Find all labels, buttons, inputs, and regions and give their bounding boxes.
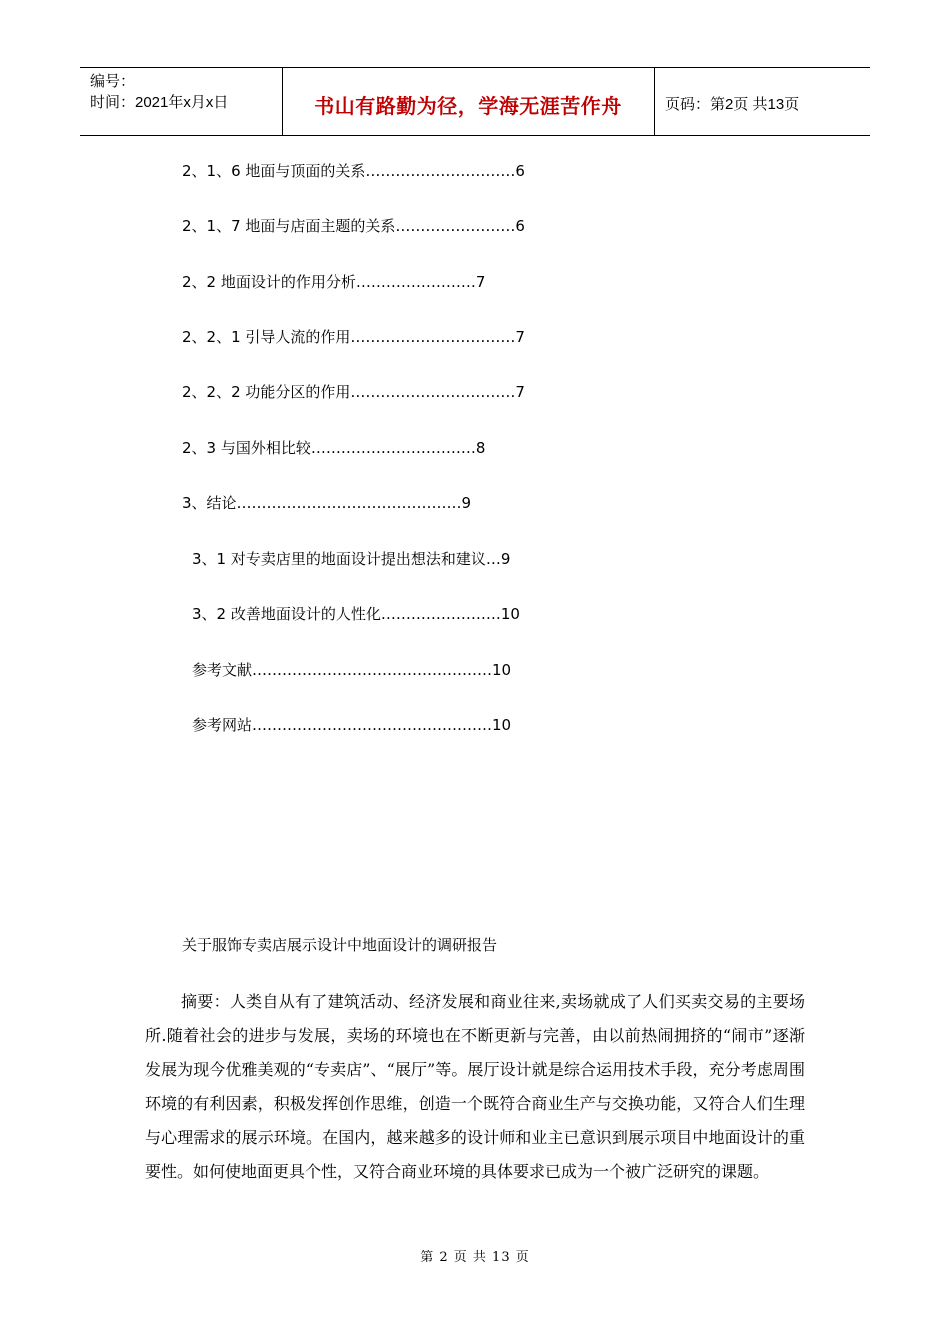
document-title: 关于服饰专卖店展示设计中地面设计的调研报告 [182,936,498,954]
toc-entry: 2、2 地面设计的作用分析……………………7 [182,273,486,291]
toc-entry: 3、2 改善地面设计的人性化……………………10 [192,605,520,623]
toc-entry: 3、1 对专卖店里的地面设计提出想法和建议…9 [192,550,511,568]
toc-entry: 2、1、7 地面与店面主题的关系……………………6 [182,217,525,235]
document-header [80,67,870,136]
toc-entry: 2、2、1 引导人流的作用……………………………7 [182,328,525,346]
toc-entry: 参考网站…………………………………………10 [192,716,512,734]
header-page-label: 页码：第2页 共13页 [665,96,800,113]
abstract-paragraph: 摘要：人类自从有了建筑活动、经济发展和商业往来,卖场就成了人们买卖交易的主要场所.随着社会的进步与发展，卖场的环境也在不断更新与完善，由以前热闹拥挤的“闹市”逐渐发展为现今优雅美观的“专卖店”、“展厅”等。展厅设计就是综合运用技术手段，充分考虑周围环境的有利因素，积极发挥创作思维，创造一个既符合商业生产与交换功能，又符合人们生理与心理需求的展示环境。在国内，越来越多的设计师和业主已意识到展示项目中地面设计的重要性。如何使地面更具个性，又符合商业环境的具体要求已成为一个被广泛研究的课题。 [145,992,805,1181]
toc-entry: 2、3 与国外相比较……………………………8 [182,439,486,457]
header-number-label: 编号： [90,73,136,90]
header-meta [90,71,228,113]
header-motto: 书山有路勤为径，学海无涯苦作舟 [314,94,622,118]
toc-entry: 参考文献…………………………………………10 [192,661,512,679]
toc-entry: 3、结论………………………………………9 [182,494,472,512]
header-date-label: 时间：2021年x月x日 [90,94,229,111]
page-footer: 第 2 页 共 13 页 [420,1250,530,1265]
toc-entry: 2、1、6 地面与顶面的关系…………………………6 [182,162,525,180]
toc-entry: 2、2、2 功能分区的作用……………………………7 [182,383,525,401]
header-divider-right [654,68,655,135]
